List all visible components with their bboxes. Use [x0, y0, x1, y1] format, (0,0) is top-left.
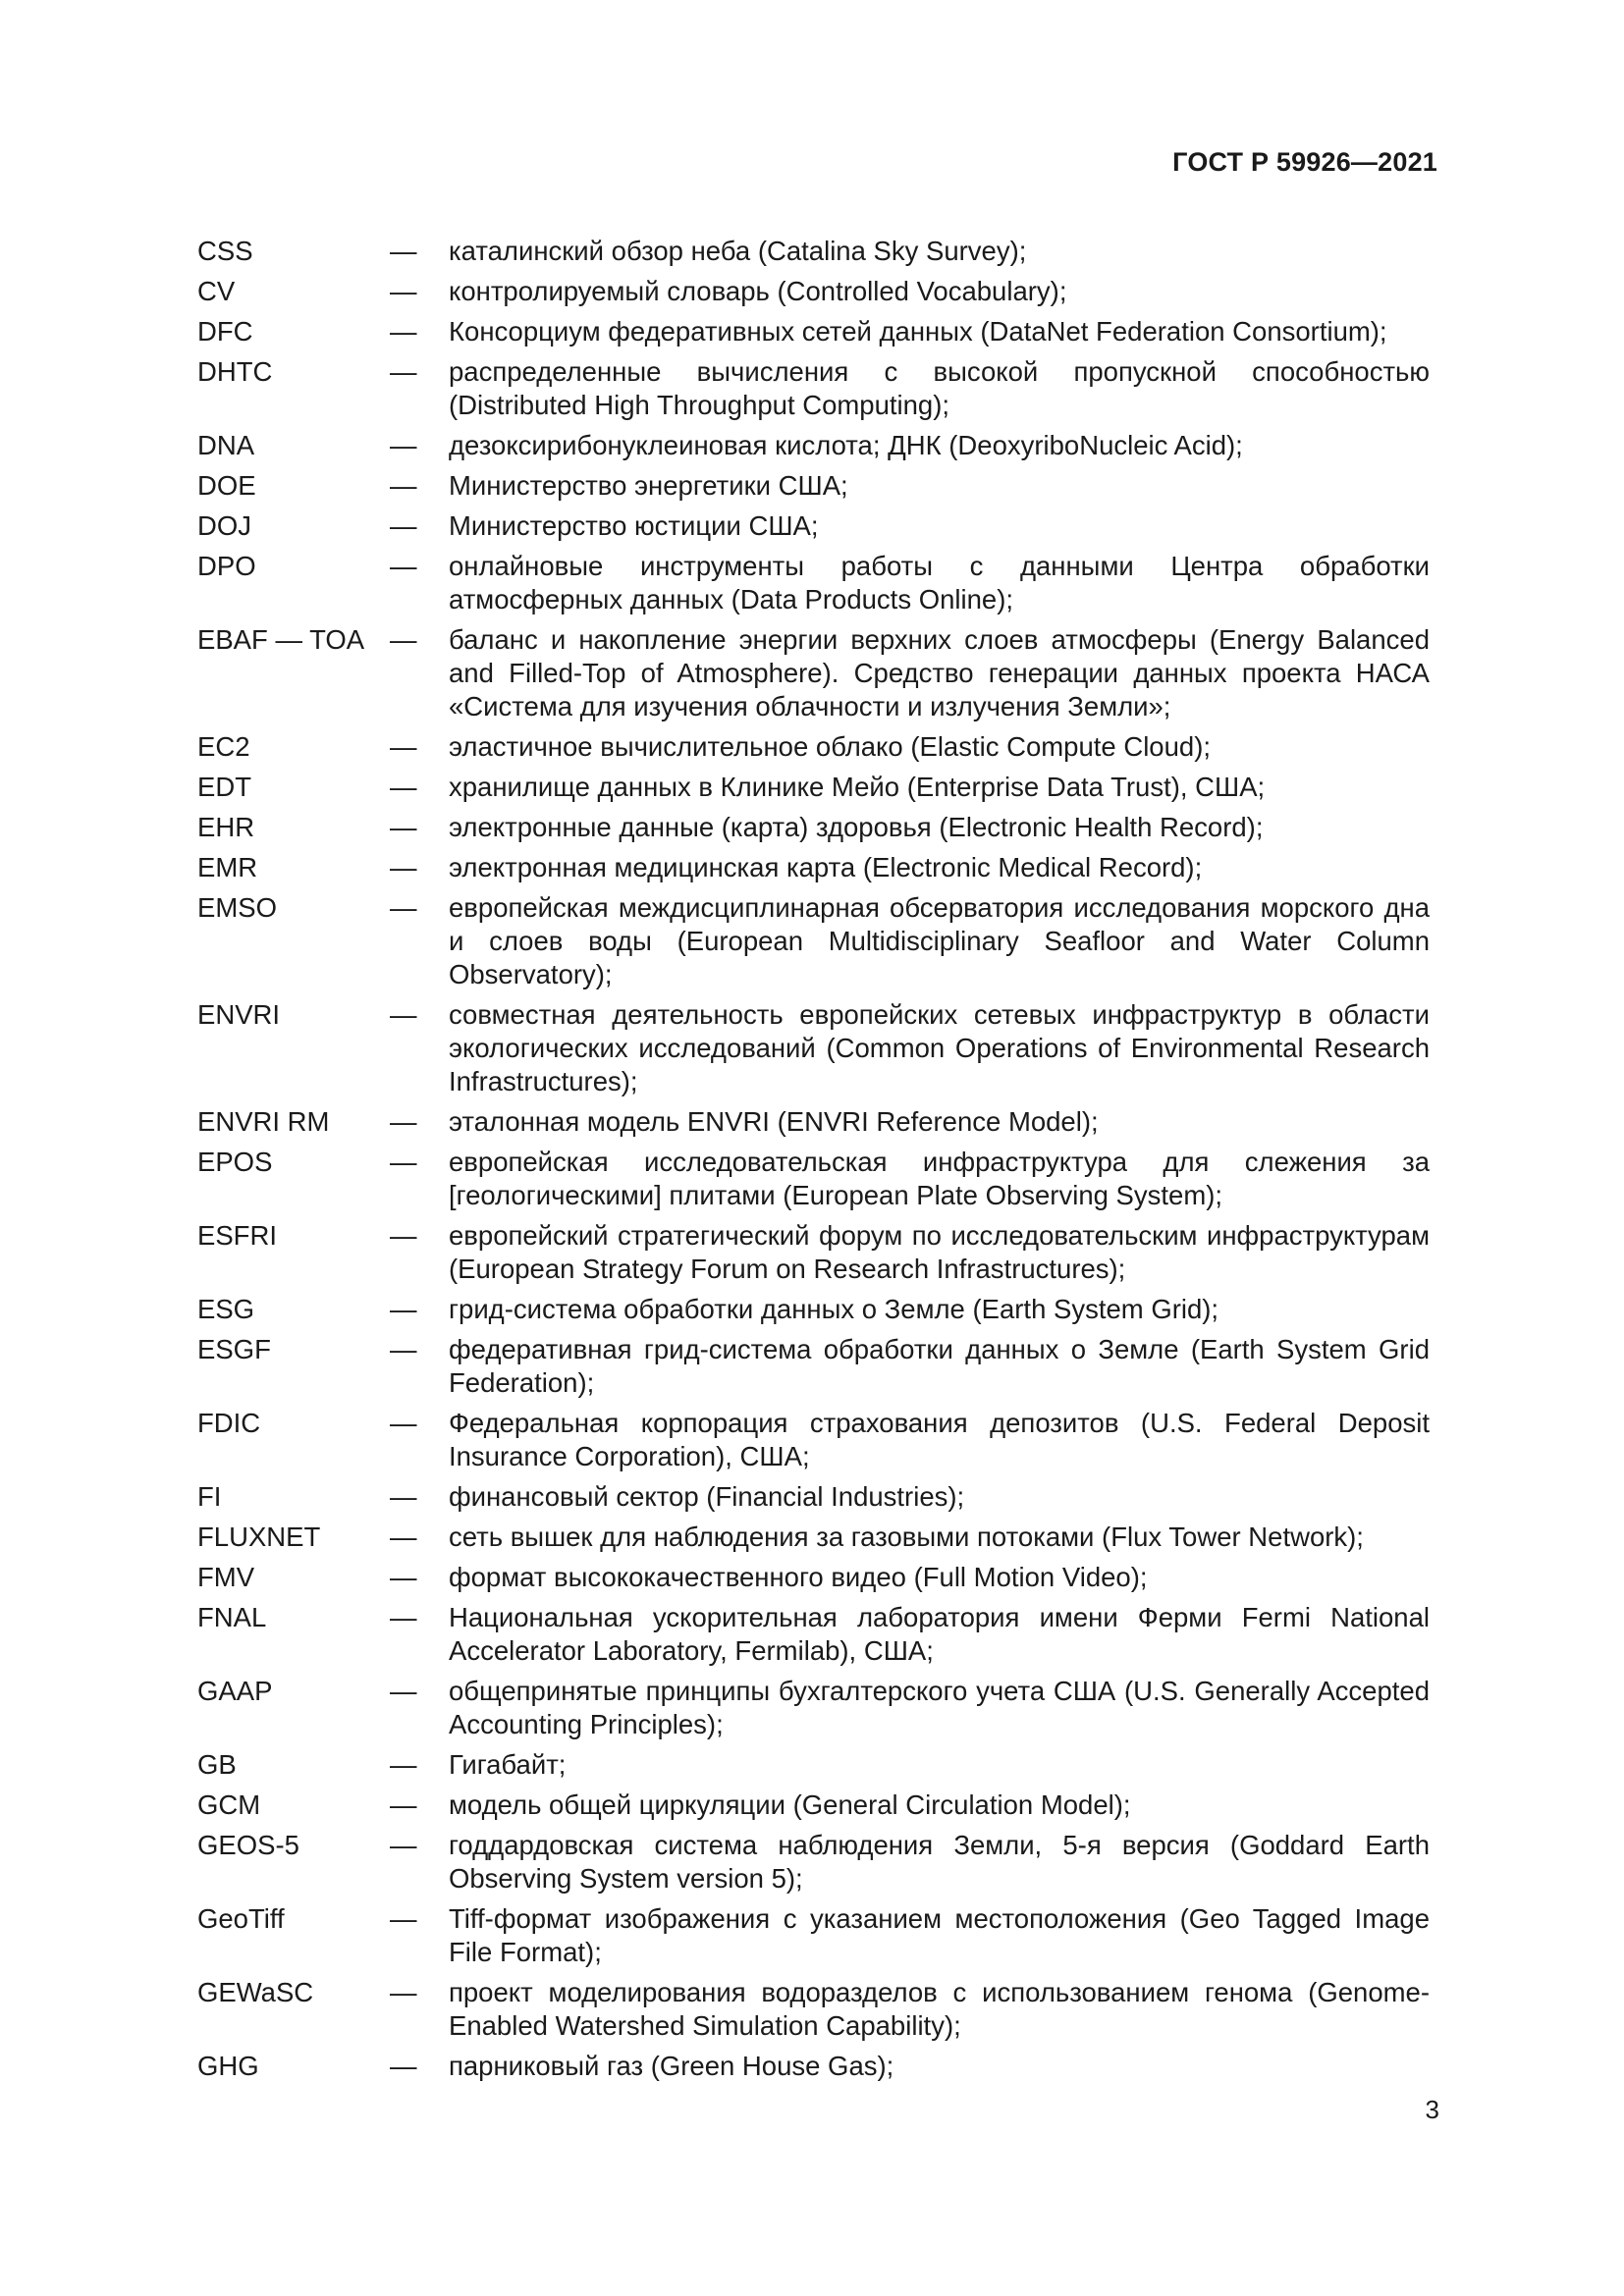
- abbreviation-entry: [197, 355, 1430, 422]
- abbreviation-term: EHR: [197, 812, 255, 842]
- abbreviation-entry: [197, 2050, 1430, 2083]
- abbreviation-term: DNA: [197, 430, 255, 460]
- abbreviation-definition: эталонная модель ENVRI (ENVRI Reference Model);: [449, 1106, 1099, 1137]
- abbreviation-term: FMV: [197, 1562, 255, 1592]
- abbreviation-term: FDIC: [197, 1408, 261, 1438]
- abbreviation-entry: [197, 811, 1430, 844]
- abbreviation-definition: финансовый сектор (Financial Industries);: [449, 1481, 965, 1512]
- abbreviation-definition: федеративная грид-система обработки данных о Земле (Earth System Grid Federation);: [449, 1334, 1430, 1398]
- em-dash-separator: —: [390, 1294, 417, 1324]
- abbreviation-term: DPO: [197, 551, 256, 581]
- abbreviation-entry: [197, 1146, 1430, 1212]
- abbreviation-definition: Национальная ускорительная лаборатория имени Ферми Fermi National Accelerator Laboratory, Fermilab), США;: [449, 1602, 1430, 1666]
- abbreviation-term: ESG: [197, 1294, 255, 1324]
- abbreviation-entry: [197, 1480, 1430, 1514]
- abbreviation-entry: [197, 1675, 1430, 1741]
- abbreviation-definition: Гигабайт;: [449, 1749, 567, 1780]
- em-dash-separator: —: [390, 276, 417, 306]
- em-dash-separator: —: [390, 731, 417, 762]
- abbreviation-definition: Федеральная корпорация страхования депозитов (U.S. Federal Deposit Insurance Corporation), США;: [449, 1408, 1430, 1471]
- em-dash-separator: —: [390, 470, 417, 501]
- abbreviation-term: GEOS-5: [197, 1830, 299, 1860]
- abbreviation-entry: [197, 1219, 1430, 1286]
- em-dash-separator: —: [390, 2051, 417, 2081]
- abbreviation-definition: Tiff-формат изображения с указанием местоположения (Geo Tagged Image File Format);: [449, 1903, 1430, 1967]
- abbreviation-term: ESFRI: [197, 1220, 277, 1251]
- abbreviation-entry: [197, 1748, 1430, 1782]
- abbreviation-term: FNAL: [197, 1602, 267, 1632]
- em-dash-separator: —: [390, 1749, 417, 1780]
- abbreviation-term: GHG: [197, 2051, 259, 2081]
- abbreviation-entry: [197, 1105, 1430, 1139]
- abbreviation-definition: Министерство энергетики США;: [449, 470, 848, 501]
- abbreviation-term: CSS: [197, 236, 253, 266]
- abbreviation-term: ENVRI: [197, 999, 281, 1030]
- abbreviation-definition: общепринятые принципы бухгалтерского учета США (U.S. Generally Accepted Accounting Principles);: [449, 1676, 1430, 1739]
- abbreviation-entry: [197, 891, 1430, 991]
- abbreviation-definition: формат высококачественного видео (Full Motion Video);: [449, 1562, 1148, 1592]
- abbreviation-term: EMR: [197, 852, 258, 882]
- abbreviation-term: EMSO: [197, 892, 277, 923]
- abbreviation-definition: проект моделирования водоразделов с использованием генома (Genome-Enabled Watershed Simulation Capability);: [449, 1977, 1430, 2041]
- abbreviation-entry: [197, 550, 1430, 616]
- abbreviation-term: ENVRI RM: [197, 1106, 330, 1137]
- em-dash-separator: —: [390, 316, 417, 347]
- abbreviation-term: EPOS: [197, 1147, 273, 1177]
- abbreviation-term: GeoTiff: [197, 1903, 285, 1934]
- abbreviation-definition: хранилище данных в Клинике Мейо (Enterprise Data Trust), США;: [449, 772, 1266, 802]
- abbreviation-entry: [197, 1902, 1430, 1969]
- abbreviation-term: ESGF: [197, 1334, 271, 1364]
- abbreviation-entry: [197, 1976, 1430, 2043]
- abbreviation-definition: электронные данные (карта) здоровья (Electronic Health Record);: [449, 812, 1264, 842]
- em-dash-separator: —: [390, 1676, 417, 1706]
- abbreviation-term: DFC: [197, 316, 253, 347]
- em-dash-separator: —: [390, 1789, 417, 1820]
- abbreviation-definition: каталинский обзор неба (Catalina Sky Survey);: [449, 236, 1027, 266]
- abbreviation-term: GAAP: [197, 1676, 273, 1706]
- abbreviation-entry: [197, 315, 1430, 348]
- abbreviation-entry: [197, 730, 1430, 764]
- em-dash-separator: —: [390, 812, 417, 842]
- abbreviation-definition: парниковый газ (Green House Gas);: [449, 2051, 894, 2081]
- abbreviation-definition: годдардовская система наблюдения Земли, 5-я версия (Goddard Earth Observing System version 5);: [449, 1830, 1430, 1894]
- abbreviation-definition: распределенные вычисления с высокой пропускной способностью (Distributed High Throughput Computing);: [449, 356, 1430, 420]
- abbreviation-term: DHTC: [197, 356, 273, 387]
- em-dash-separator: —: [390, 236, 417, 266]
- abbreviation-definition: Министерство юстиции США;: [449, 510, 819, 541]
- abbreviation-definition: эластичное вычислительное облако (Elastic Compute Cloud);: [449, 731, 1211, 762]
- em-dash-separator: —: [390, 1977, 417, 2007]
- abbreviation-definition: европейская междисциплинарная обсерватория исследования морского дна и слоев воды (European Multidisciplinary Seafloor and Water Column Observatory);: [449, 892, 1430, 989]
- abbreviation-definition: контролируемый словарь (Controlled Vocabulary);: [449, 276, 1067, 306]
- em-dash-separator: —: [390, 852, 417, 882]
- abbreviation-term: GB: [197, 1749, 237, 1780]
- abbreviation-definition: дезоксирибонуклеиновая кислота; ДНК (DeoxyriboNucleic Acid);: [449, 430, 1243, 460]
- abbreviation-term: FI: [197, 1481, 222, 1512]
- abbreviation-term: EBAF — TOA: [197, 624, 365, 655]
- abbreviation-entry: [197, 771, 1430, 804]
- abbreviation-definition: баланс и накопление энергии верхних слоев атмосферы (Energy Balanced and Filled-Top of Atmosphere). Средство генерации данных проекта НАСА «Система для изучения облачности и излучения Земли»;: [449, 624, 1430, 721]
- em-dash-separator: —: [390, 1147, 417, 1177]
- abbreviation-entry: [197, 1293, 1430, 1326]
- em-dash-separator: —: [390, 1334, 417, 1364]
- abbreviation-term: EDT: [197, 772, 251, 802]
- em-dash-separator: —: [390, 356, 417, 387]
- abbreviation-entry: [197, 851, 1430, 884]
- em-dash-separator: —: [390, 430, 417, 460]
- abbreviation-entry: [197, 1561, 1430, 1594]
- em-dash-separator: —: [390, 1522, 417, 1552]
- abbreviation-definition: европейский стратегический форум по исследовательским инфраструктурам (European Strategy Forum on Research Infrastructures);: [449, 1220, 1430, 1284]
- abbreviation-definition: модель общей циркуляции (General Circulation Model);: [449, 1789, 1131, 1820]
- em-dash-separator: —: [390, 551, 417, 581]
- em-dash-separator: —: [390, 1481, 417, 1512]
- abbreviation-definition: европейская исследовательская инфраструктура для слежения за [геологическими] плитами (European Plate Observing System);: [449, 1147, 1430, 1210]
- em-dash-separator: —: [390, 1106, 417, 1137]
- document-standard-header: ГОСТ Р 59926—2021: [1172, 147, 1437, 177]
- em-dash-separator: —: [390, 1903, 417, 1934]
- abbreviation-entry: [197, 623, 1430, 723]
- abbreviation-entry: [197, 1407, 1430, 1473]
- abbreviation-entry: [197, 509, 1430, 543]
- abbreviation-definition: сеть вышек для наблюдения за газовыми потоками (Flux Tower Network);: [449, 1522, 1364, 1552]
- abbreviation-term: DOJ: [197, 510, 251, 541]
- abbreviation-entry: [197, 429, 1430, 462]
- abbreviation-entry: [197, 1601, 1430, 1668]
- abbreviation-list: [197, 235, 1430, 2090]
- abbreviation-definition: грид-система обработки данных о Земле (Earth System Grid);: [449, 1294, 1219, 1324]
- page-number: 3: [1425, 2095, 1439, 2124]
- abbreviation-term: CV: [197, 276, 236, 306]
- abbreviation-entry: [197, 998, 1430, 1098]
- em-dash-separator: —: [390, 892, 417, 923]
- abbreviation-entry: [197, 1521, 1430, 1554]
- abbreviation-definition: совместная деятельность европейских сетевых инфраструктур в области экологических исследований (Common Operations of Environmental Research Infrastructures);: [449, 999, 1430, 1096]
- abbreviation-entry: [197, 275, 1430, 308]
- em-dash-separator: —: [390, 1562, 417, 1592]
- em-dash-separator: —: [390, 510, 417, 541]
- em-dash-separator: —: [390, 1220, 417, 1251]
- em-dash-separator: —: [390, 1408, 417, 1438]
- abbreviation-definition: онлайновые инструменты работы с данными Центра обработки атмосферных данных (Data Products Online);: [449, 551, 1430, 614]
- abbreviation-term: EC2: [197, 731, 250, 762]
- abbreviation-term: DOE: [197, 470, 256, 501]
- em-dash-separator: —: [390, 1830, 417, 1860]
- abbreviation-entry: [197, 1789, 1430, 1822]
- abbreviation-term: GEWaSC: [197, 1977, 314, 2007]
- abbreviation-entry: [197, 469, 1430, 503]
- em-dash-separator: —: [390, 624, 417, 655]
- abbreviation-entry: [197, 1829, 1430, 1896]
- abbreviation-term: GCM: [197, 1789, 261, 1820]
- em-dash-separator: —: [390, 999, 417, 1030]
- em-dash-separator: —: [390, 772, 417, 802]
- abbreviation-entry: [197, 235, 1430, 268]
- abbreviation-entry: [197, 1333, 1430, 1400]
- abbreviation-definition: электронная медицинская карта (Electronic Medical Record);: [449, 852, 1203, 882]
- em-dash-separator: —: [390, 1602, 417, 1632]
- abbreviation-definition: Консорциум федеративных сетей данных (DataNet Federation Consortium);: [449, 316, 1387, 347]
- abbreviation-term: FLUXNET: [197, 1522, 321, 1552]
